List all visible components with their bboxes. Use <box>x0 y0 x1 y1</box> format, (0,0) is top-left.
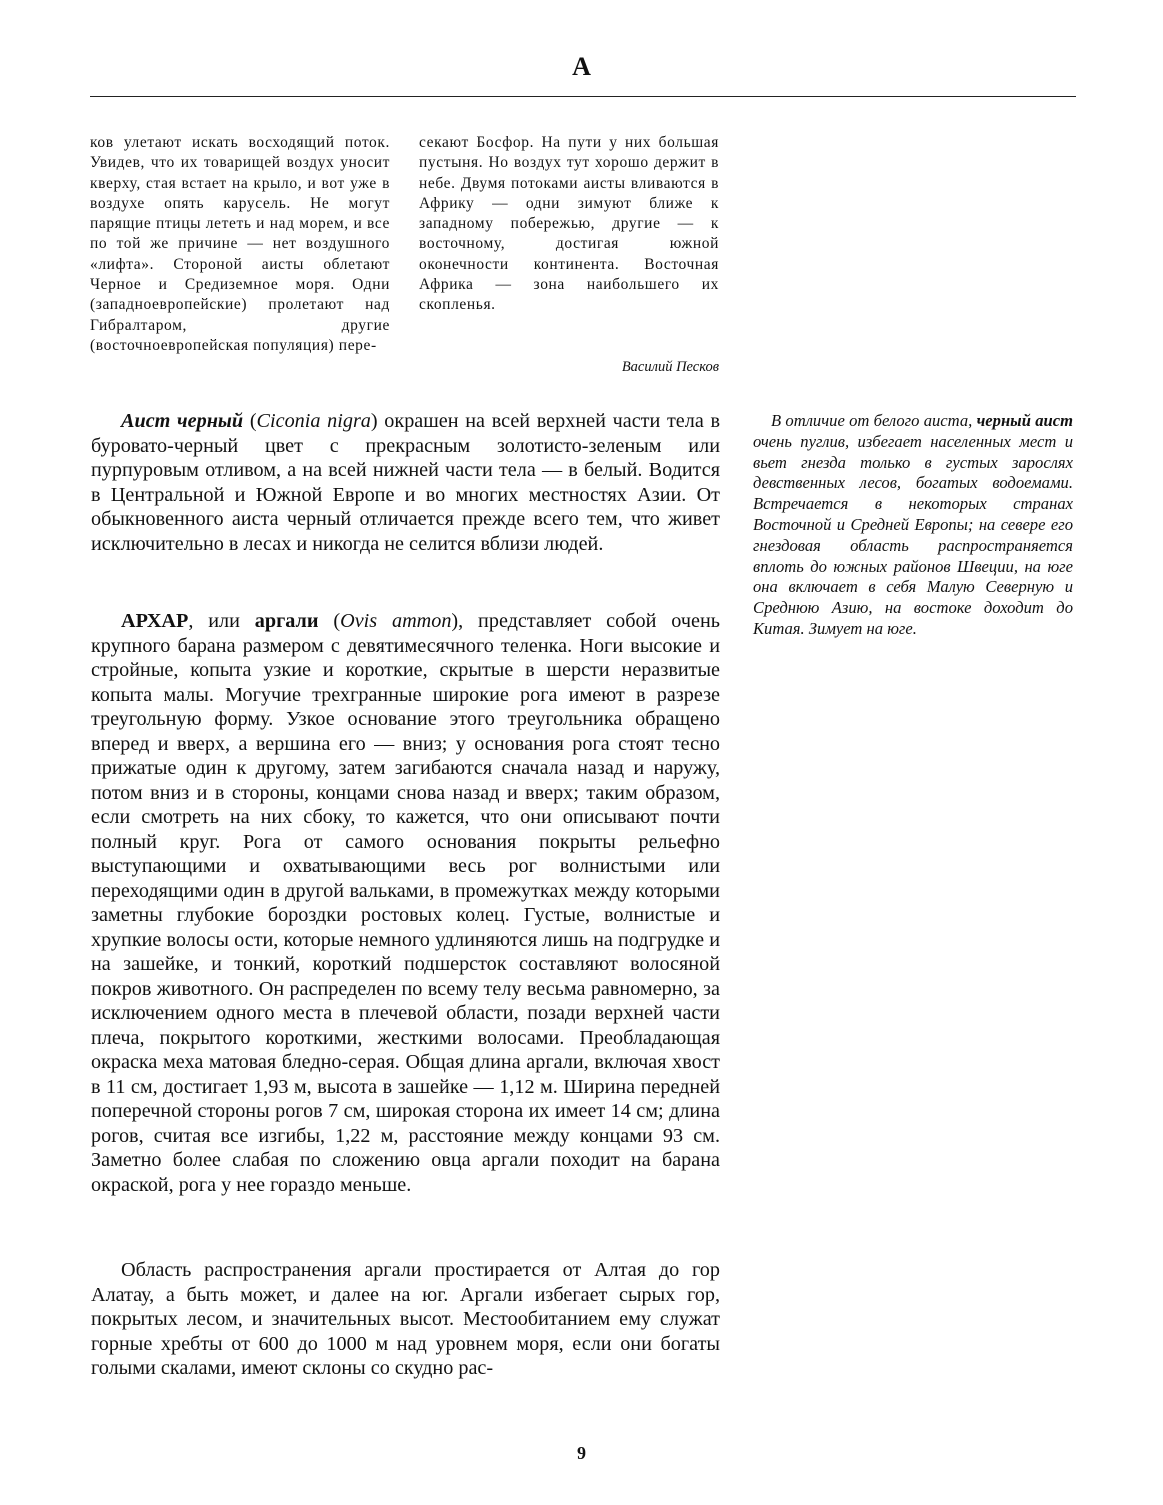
black-stork-side-note <box>753 411 1073 640</box>
arkhar-range-article <box>91 1258 720 1381</box>
side-note-bold: черный аист <box>976 411 1073 430</box>
arkhar-name: АРХАР <box>121 610 189 632</box>
section-letter: А <box>572 52 591 81</box>
black-stork-paragraph <box>91 409 720 556</box>
quote-left-text: ков улетают искать восходящий поток. Увидев, что их товарищей воздух уносит кверху, стая встает на крыло, и вот уже в воздухе опять карусель. Не могут парящие птицы лететь и над морем, и все по той же причине — нет воздушного «лифта». Стороной аисты облетают Черное и Средиземное моря. Одни (западноевропейские) пролетают над Гибралтаром, другие (восточноевропейская популяция) пере- <box>90 134 390 354</box>
arkhar-article <box>91 609 720 1197</box>
quote-left-column <box>90 133 390 356</box>
page-number: 9 <box>577 1443 586 1463</box>
side-note-intro: В отличие от белого аиста, <box>771 411 977 430</box>
header-divider <box>90 96 1076 97</box>
arkhar-latin: Ovis ammon <box>340 610 452 632</box>
arkhar-connector: , или <box>188 610 255 632</box>
black-stork-name: Аист черный <box>121 410 244 432</box>
black-stork-article <box>91 409 720 556</box>
arkhar-alt-name: аргали <box>254 610 319 632</box>
quote-right-text: секают Босфор. На пути у них большая пустыня. Но воздух тут хорошо держит в небе. Двумя потоками аисты вливаются в Африку — одни зимуют ближе к западному побережью, другие — к восточному, достигая южной оконечности континента. Восточная Африка — зона наибольшего их скопленья. <box>419 134 719 314</box>
quote-right-column <box>419 133 719 316</box>
quote-author: Василий Песков <box>621 359 719 375</box>
side-note-text: очень пуглив, избегает населенных мест и вьет гнезда только в густых зарослях девственных лесов, богатых водоемами. Встречается в некоторых странах Восточной и Средней Европы; на севере его гнездовая область распространяется вплоть до южных районов Швеции, на юге она включает в себя Малую Северную и Среднюю Азию, на востоке доходит до Китая. Зимует на юге. <box>753 431 1073 638</box>
black-stork-latin: Ciconia nigra <box>256 410 371 432</box>
black-stork-text: ) окрашен на всей верхней части тела в буровато-черный цвет с прекрасным золотисто-зеленым или пурпуровым отливом, а на всей нижней части тела — в белый. Водится в Центральной и Южной Европе и во многих местностях Азии. От обыкновенного аиста черный отличается прежде всего тем, что живет исключительно в лесах и никогда не селится вблизи людей. <box>91 410 720 555</box>
arkhar-open-paren: ( <box>318 610 341 632</box>
arkhar-paragraph <box>91 609 720 1197</box>
arkhar-range-paragraph: Область распространения аргали простирается от Алтая до гор Алатау, а быть может, и далее на юг. Аргали избегает сырых гор, покрытых лесом, и значительных высот. Местообитанием ему служат горные хребты от 600 до 1000 м над уровнем моря, если они богаты голыми скалами, имеют склоны со скудно рас- <box>91 1259 720 1379</box>
arkhar-text: ), представляет собой очень крупного барана размером с девятимесячного теленка. Ноги высокие и стройные, копыта узкие и короткие, скрытые в шерсти неразвитые копыта малы. Могучие трехгранные широкие рога имеют в разрезе треугольную форму. Узкое основание этого треугольника обращено вперед и вверх, а вершина его — вниз; у основания рога стоят тесно прижатые один к другому, затем загибаются сначала назад и наружу, потом вниз и в стороны, концами снова назад и вверх; таким образом, если смотреть на них сбоку, то кажется, что они описывают почти полный круг. Рога от самого основания покрыты рельефно выступающими и охватывающими весь рог волнистыми или переходящими один в другой вальками, в промежутках между которыми заметны глубокие бороздки ростовых колец. Густые, волнистые и хрупкие волосы ости, которые немного удлиняются лишь на подгрудке и на зашейке, и тонкий, короткий подшерсток составляют волосяной покров животного. Он распределен по всему телу весьма равномерно, за исключением одного места в плечевой области, позади верхней части плеча, покрытого короткими, жесткими волосами. Преобладающая окраска меха матовая бледно-серая. Общая длина аргали, включая хвост в 11 см, достигает 1,93 м, высота в зашейке — 1,12 м. Ширина передней поперечной стороны рогов 7 см, широкая сторона их имеет 14 см; длина рогов, считая все изгибы, 1,22 м, расстояние между концами 93 см. Заметно более слабая по сложению овца аргали походит на барана окраской, рога у нее гораздо меньше. <box>91 610 720 1196</box>
black-stork-open-paren: ( <box>243 410 257 432</box>
